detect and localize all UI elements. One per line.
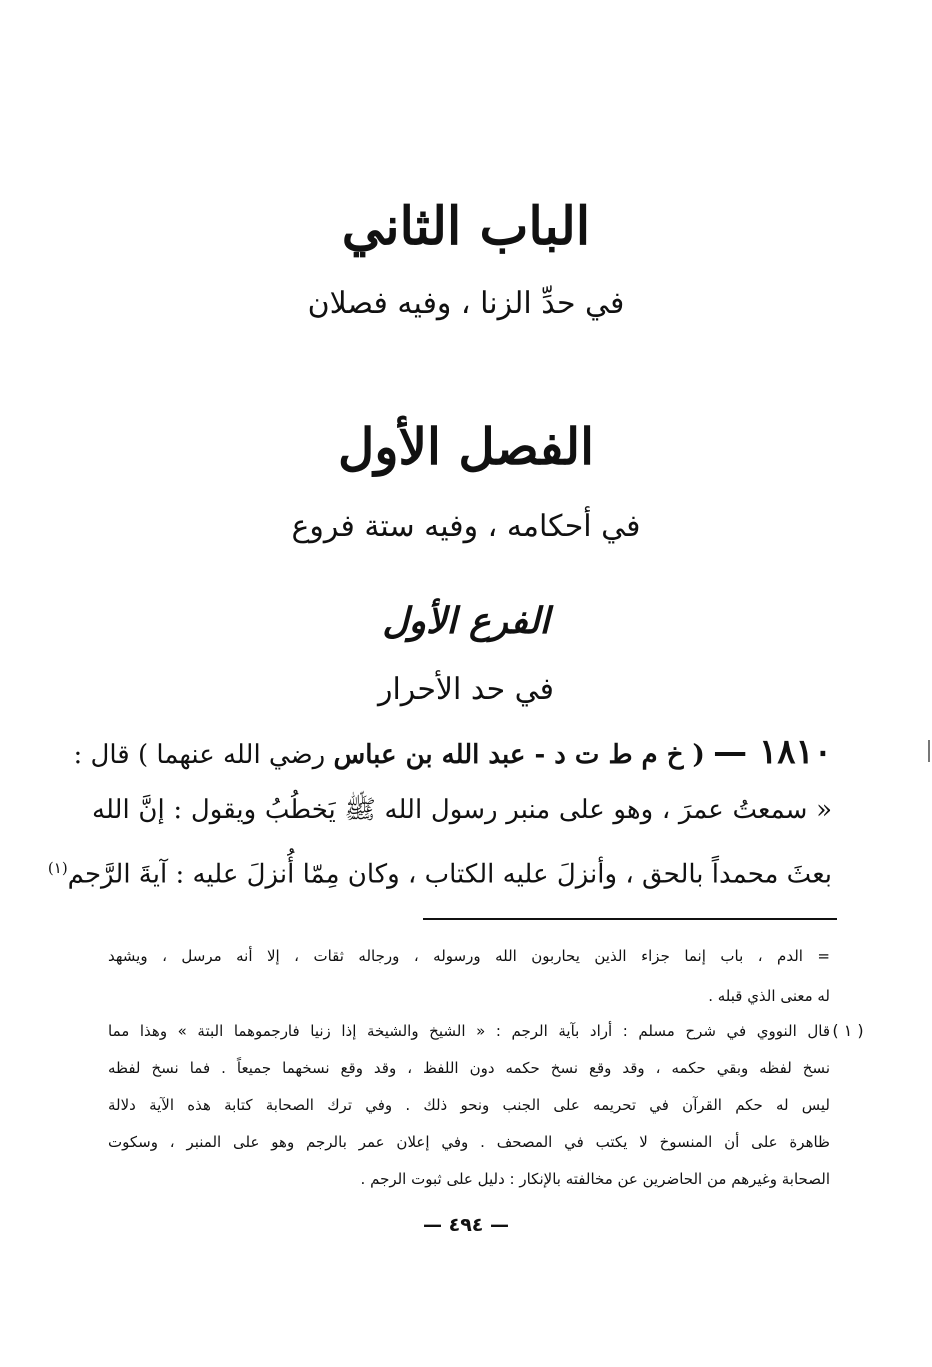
scan-edge-mark xyxy=(928,740,930,762)
chapter-title: الباب الثاني xyxy=(341,196,591,257)
footnote-1-line: ظاهرة على أن المنسوخ لا يكتب في المصحف . وفي إعلان عمر بالرجم وهو على المنبر ، وسكوت xyxy=(108,1133,830,1151)
hadith-sources: ( خ م ط ت د - عبد الله بن عباس xyxy=(333,740,705,770)
branch-title: الفرع الأول xyxy=(382,600,550,642)
footnote-continuation-line: = الدم ، باب إنما جزاء الذين يحاربون الله ورسوله ، ورجاله ثقات ، إلا أنه مرسل ، ويشهد xyxy=(108,947,830,965)
section-title: الفصل الأول xyxy=(338,417,594,476)
footnote-1-marker: ( ١ ) xyxy=(832,1021,864,1040)
section-subtitle: في أحكامه ، وفيه ستة فروع xyxy=(291,509,641,544)
hadith-line-2: « سمعتُ عمرَ ، وهو على منبر رسول الله ﷺ يَخطُبُ ويقول : إنَّ الله xyxy=(92,795,832,825)
page-number: — ٤٩٤ — xyxy=(422,1214,510,1236)
hadith-number: ١٨١٠ — xyxy=(713,732,832,772)
footnote-separator xyxy=(423,918,837,920)
footnote-1-line: الصحابة وغيرهم من الحاضرين عن مخالفته بالإنكار : دليل على ثبوت الرجم . xyxy=(360,1170,830,1188)
footnote-1-line: قال النووي في شرح مسلم : أراد بآية الرجم : « الشيخ والشيخة إذا زنيا فارجموهما البتة » وهذا مما xyxy=(108,1022,830,1040)
footnote-continuation-line: له معنى الذي قبله . xyxy=(708,987,830,1005)
branch-subtitle: في حد الأحرار xyxy=(377,672,555,707)
footnote-1-line: ليس له حكم القرآن في تحريمه على الجنب ونحو ذلك . وفي ترك الصحابة كتابة هذه الآية دلالة xyxy=(108,1096,830,1114)
footnote-reference[interactable]: (١) xyxy=(47,859,68,877)
hadith-line-3 xyxy=(47,846,832,897)
hadith-line-1 xyxy=(73,730,832,777)
hadith-line-3-text: بعثَ محمداً بالحق ، وأنزلَ عليه الكتاب ، وكان مِمّا أُنزلَ عليه : آيةَ الرَّجم xyxy=(67,859,832,890)
footnote-1-line: نسخ لفظه وبقي حكمه ، وقد وقع نسخ حكمه دون اللفظ ، وقد وقع نسخهما جميعاً . فما نسخ لفظه xyxy=(108,1059,830,1077)
chapter-subtitle: في حدِّ الزنا ، وفيه فصلان xyxy=(307,286,625,321)
hadith-line-1-rest: رضي الله عنهما ) قال : xyxy=(73,740,326,770)
